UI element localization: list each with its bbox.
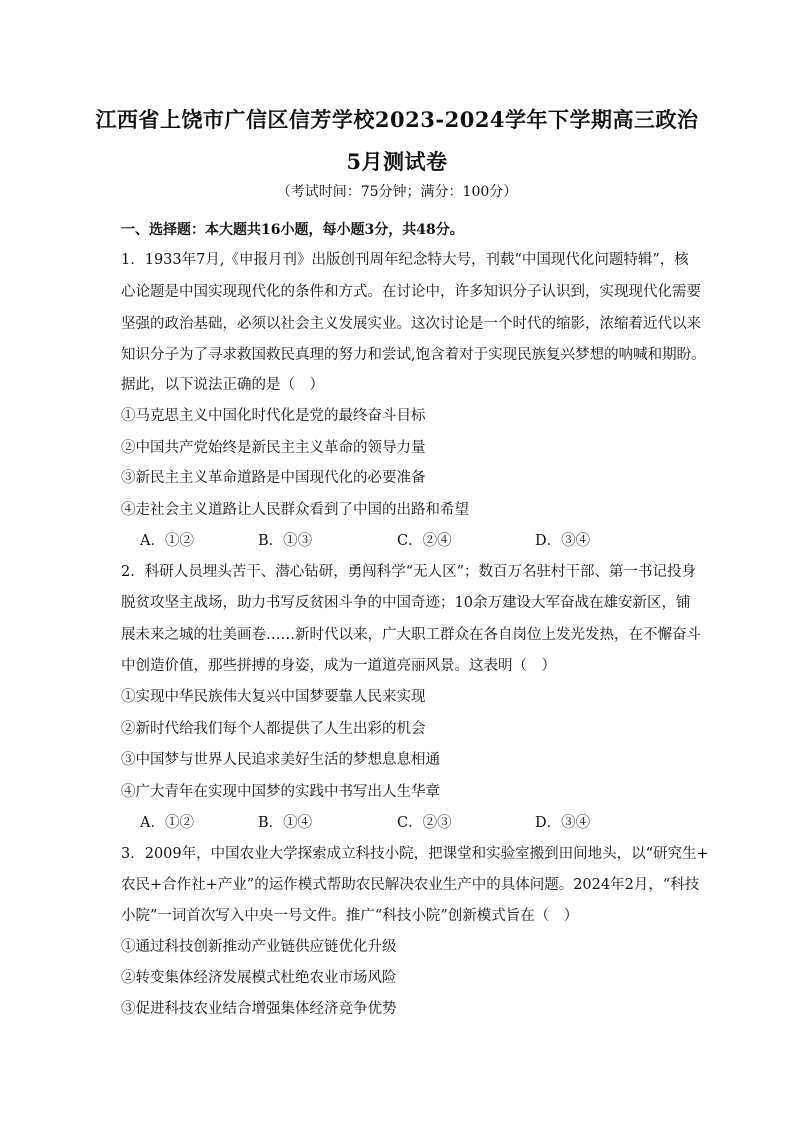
q1-stem-line: 据此，以下说法正确的是（ ） <box>121 377 324 393</box>
q3-statement: ②转变集体经济发展模式杜绝农业市场风险 <box>121 970 397 986</box>
q1-stem-line: 1．1933年7月,《申报月刊》出版创刊周年纪念特大号，刊载“中国现代化问题特辑”，核 <box>121 252 689 268</box>
q2-stem-line: 2．科研人员埋头苦干、潜心钻研，勇闯科学“无人区”；数百万名驻村干部、第一书记投身 <box>121 564 697 580</box>
q3-statement: ①通过科技创新推动产业链供应链优化升级 <box>121 939 397 955</box>
exam-title-line1: 江西省上饶市广信区信芳学校2023-2024学年下学期高三政治 <box>95 107 699 132</box>
q2-stem-line: 展未来之城的壮美画卷……新时代以来，广大职工群众在各自岗位上发光发热，在不懈奋斗 <box>121 627 701 643</box>
q2-statement: ④广大青年在实现中国梦的实践中书写出人生华章 <box>121 784 440 800</box>
exam-title-line2: 5月测试卷 <box>346 149 448 174</box>
q1-stem-line: 心论题是中国实现现代化的条件和方式。在讨论中，许多知识分子认识到，实现现代化需要 <box>121 284 701 300</box>
q1-statement: ③新民主主义革命道路是中国现代化的必要准备 <box>121 470 426 486</box>
q2-choice-c[interactable]: C．②③ <box>397 815 452 831</box>
q2-statement: ③中国梦与世界人民追求美好生活的梦想息息相通 <box>121 752 440 768</box>
exam-subtitle: （考试时间：75分钟；满分：100分） <box>276 184 518 200</box>
q1-statement: ①马克思主义中国化时代化是党的最终奋斗目标 <box>121 408 426 424</box>
q3-stem-line: 小院”一词首次写入中央一号文件。推广“科技小院”创新模式旨在（ ） <box>121 908 579 924</box>
q3-statement: ③促进科技农业结合增强集体经济竞争优势 <box>121 1001 397 1017</box>
q2-stem-line: 中创造价值，那些拼搏的身姿，成为一道道亮丽风景。这表明（ ） <box>121 658 556 674</box>
q1-stem-line: 知识分子为了寻求救国救民真理的努力和尝试,饱含着对于实现民族复兴梦想的呐喊和期盼。 <box>121 347 706 363</box>
q1-statement: ②中国共产党始终是新民主主义革命的领导力量 <box>121 440 426 456</box>
q2-statement: ②新时代给我们每个人都提供了人生出彩的机会 <box>121 721 426 737</box>
q2-choice-a[interactable]: A．①② <box>140 815 194 831</box>
q2-choice-d[interactable]: D．③④ <box>535 815 591 831</box>
q3-stem-line: 农民+合作社+产业”的运作模式帮助农民解决农业生产中的具体问题。2024年2月，“科技 <box>121 877 700 893</box>
q2-statement: ①实现中华民族伟大复兴中国梦要靠人民来实现 <box>121 689 426 705</box>
q1-choice-c[interactable]: C．②④ <box>397 533 452 549</box>
section-heading: 一、选择题：本大题共16小题，每小题3分，共48分。 <box>121 222 464 238</box>
q1-statement: ④走社会主义道路让人民群众看到了中国的出路和希望 <box>121 502 469 518</box>
q1-choice-b[interactable]: B．①③ <box>258 533 313 549</box>
q2-stem-line: 脱贫攻坚主战场，助力书写反贫困斗争的中国奇迹；10余万建设大军奋战在雄安新区，铺 <box>121 595 691 611</box>
q2-choice-b[interactable]: B．①④ <box>258 815 313 831</box>
q1-stem-line: 坚强的政治基础，必须以社会主义发展实业。这次讨论是一个时代的缩影，浓缩着近代以来 <box>121 316 701 332</box>
q1-choice-d[interactable]: D．③④ <box>535 533 591 549</box>
q3-stem-line: 3．2009年，中国农业大学探索成立科技小院，把课堂和实验室搬到田间地头，以“研究生+ <box>121 846 709 862</box>
q1-choice-a[interactable]: A．①② <box>140 533 194 549</box>
